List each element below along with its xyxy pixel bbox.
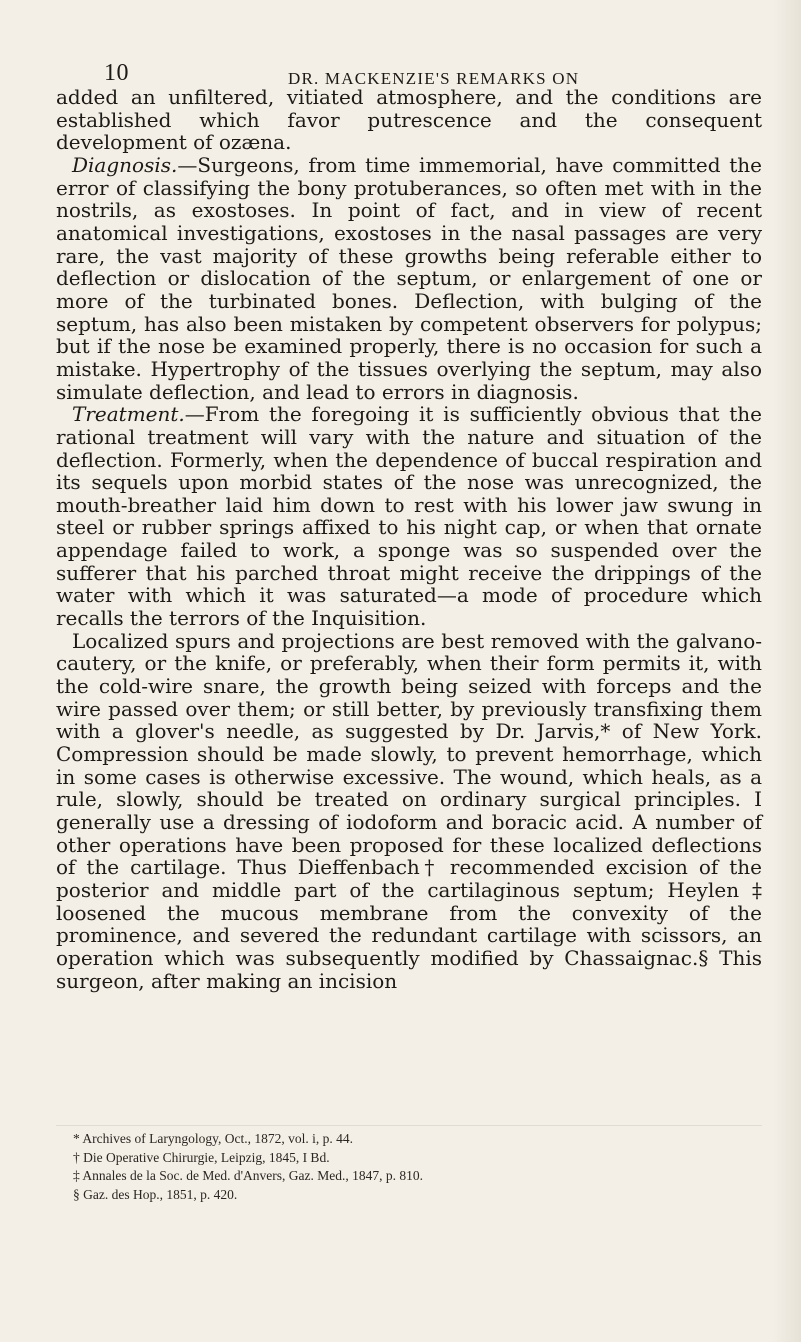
running-head: DR. MACKENZIE'S REMARKS ON <box>288 69 580 88</box>
body-text <box>56 86 762 992</box>
page-edge-shadow <box>773 0 801 1342</box>
footnote-1: * Archives of Laryngology, Oct., 1872, vol. i, p. 44. <box>73 1131 353 1146</box>
paragraph-diagnosis-text: —Surgeons, from time immemorial, have committed the error of classifying the bony protuberances, so often met with in the nostrils, as exostoses. In point of fact, and in view of recent anatomical investigations, exostoses in the nasal passages are very rare, the vast majority of these growths being referable either to deflection or dislocation of the septum, or enlargement of one or more of the turbinated bones. Deflection, with bulging of the septum, has also been mistaken by competent observers for polypus; but if the nose be examined properly, there is no occasion for such a mistake. Hypertrophy of the tissues overlying the septum, may also simulate deflection, and lead to errors in diagnosis. <box>56 152 762 404</box>
paragraph-continuation: added an unfiltered, vitiated atmosphere, and the conditions are established which favor putrescence and the consequent development of ozæna. <box>56 85 762 155</box>
footnotes <box>73 1130 763 1204</box>
paragraph-treatment <box>56 403 762 630</box>
paragraph-diagnosis <box>56 154 762 403</box>
footnote-divider <box>56 1125 762 1126</box>
paragraph-localized-spurs: Localized spurs and projections are best removed with the galvano-cautery, or the knife, or preferably, when their form permits it, with the cold-wire snare, the growth being seized with forceps and the wire passed over them; or still better, by previously transfixing them with a glover's needle, as suggested by Dr. Jarvis,* of New York. Compression should be made slowly, to prevent hemorrhage, which in some cases is otherwise excessive. The wound, which heals, as a rule, slowly, should be treated on ordinary surgical principles. I generally use a dressing of iodoform and boracic acid. A number of other operations have been proposed for these localized deflections of the cartilage. Thus Dieffenbach† recommended excision of the posterior and middle part of the cartilaginous septum; Heylen ‡ loosened the mucous membrane from the convexity of the prominence, and severed the redundant cartilage with scissors, an operation which was subsequently modified by Chassaignac.§ This surgeon, after making an incision <box>56 628 762 993</box>
section-label-diagnosis: Diagnosis. <box>72 152 178 177</box>
page-number: 10 <box>104 60 129 86</box>
footnote-3: ‡ Annales de la Soc. de Med. d'Anvers, Gaz. Med., 1847, p. 810. <box>73 1168 423 1183</box>
footnote-4: § Gaz. des Hop., 1851, p. 420. <box>73 1186 238 1202</box>
paragraph-treatment-text: —From the foregoing it is sufficiently obvious that the rational treatment will vary with the nature and situation of the deflection. Formerly, when the dependence of buccal respiration and its sequels upon morbid states of the nose was unrecognized, the mouth-breather laid him down to rest with his lower jaw swung in steel or rubber springs affixed to his night cap, or when that ornate appendage failed to work, a sponge was so suspended over the sufferer that his parched throat might receive the drippings of the water with which it was saturated—a mode of procedure which recalls the terrors of the Inquisition. <box>56 402 762 631</box>
footnote-2: † Die Operative Chirurgie, Leipzig, 1845, I Bd. <box>73 1149 330 1165</box>
section-label-treatment: Treatment. <box>72 402 185 427</box>
